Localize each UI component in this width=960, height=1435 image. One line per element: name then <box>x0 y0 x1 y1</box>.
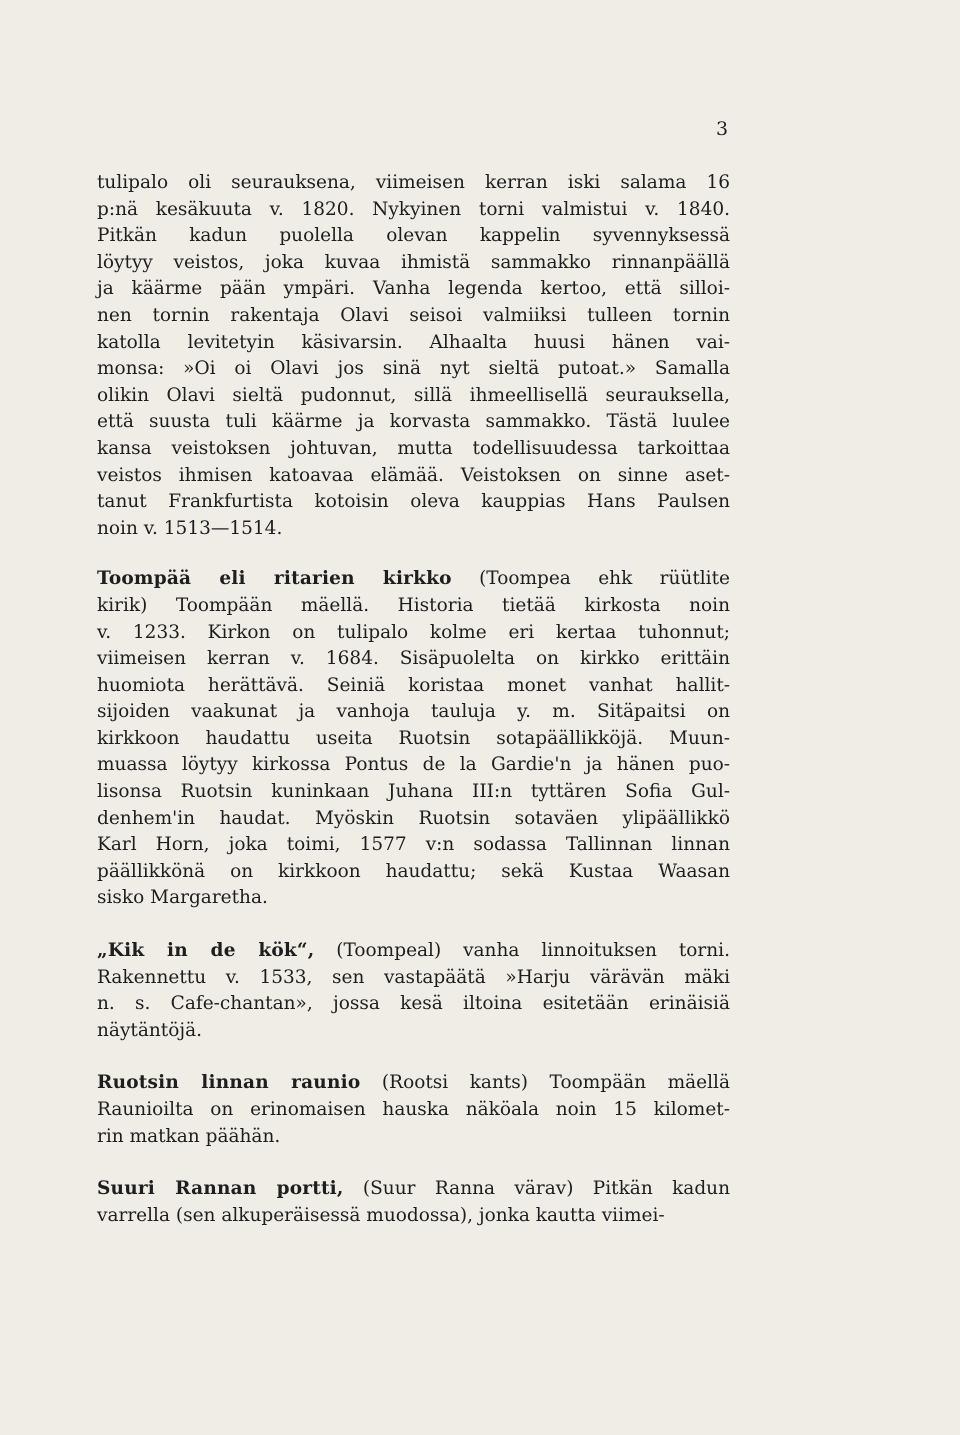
text-line: Rakennettu v. 1533, sen vastapäätä »Harju värävän mäki <box>97 966 730 988</box>
text-line: päällikkönä on kirkkoon haudattu; sekä Kustaa Waasan <box>97 860 730 882</box>
text-line: n. s. Cafe-chantan», jossa kesä iltoina esitetään erinäisiä <box>97 993 730 1015</box>
section-heading-castle-ruin: Ruotsin linnan raunio <box>97 1072 361 1094</box>
heading-line-rest: (Rootsi kants) Toompään mäellä <box>360 1072 730 1094</box>
text-line: huomiota herättävä. Seiniä koristaa monet vanhat hallit- <box>97 674 730 696</box>
text-line: kansa veistoksen johtuvan, mutta todellisuudessa tarkoittaa <box>97 437 730 459</box>
text-line: denhem'in haudat. Myöskin Ruotsin sotaväen ylipäällikkö <box>97 807 730 829</box>
text-line: nen tornin rakentaja Olavi seisoi valmiiksi tulleen tornin <box>97 304 730 326</box>
text-line: löytyy veistos, joka kuvaa ihmistä sammakko rinnanpäällä <box>97 251 730 273</box>
text-line: kirik) Toompään mäellä. Historia tietää kirkosta noin <box>97 594 730 616</box>
text-line: p:nä kesäkuuta v. 1820. Nykyinen torni valmistui v. 1840. <box>97 198 730 220</box>
text-line: muassa löytyy kirkossa Pontus de la Gardie'n ja hänen puo- <box>97 754 730 776</box>
text-line: sisko Margaretha. <box>97 887 268 909</box>
text-line <box>97 1070 730 1097</box>
heading-line-rest: (Suur Ranna värav) Pitkän kadun <box>343 1178 730 1200</box>
section-heading-great-coastal-gate: Suuri Rannan portti, <box>97 1178 344 1200</box>
text-line: Raunioilta on erinomaisen hauska näköala noin 15 kilomet- <box>97 1099 730 1120</box>
text-line: olikin Olavi sieltä pudonnut, sillä ihmeellisellä seurauksella, <box>97 384 730 406</box>
text-line: noin v. 1513—1514. <box>97 517 283 539</box>
page-body <box>97 170 730 1255</box>
text-line: veistos ihmisen katoavaa elämää. Veistoksen on sinne aset- <box>97 464 730 486</box>
text-line: viimeisen kerran v. 1684. Sisäpuolelta on kirkko erittäin <box>97 648 730 670</box>
text-line: katolla levitetyin käsivarsin. Alhaalta huusi hänen vai- <box>97 331 730 353</box>
paragraph-tower-legend <box>97 170 730 542</box>
text-line: ja käärme pään ympäri. Vanha legenda kertoo, että silloi- <box>97 278 730 300</box>
text-line: rin matkan päähän. <box>97 1125 281 1147</box>
paragraph-toompaa-church <box>97 566 730 912</box>
text-line: sijoiden vaakunat ja vanhoja tauluja y. m. Sitäpaitsi on <box>97 701 730 723</box>
text-line: monsa: »Oi oi Olavi jos sinä nyt sieltä putoat.» Samalla <box>97 358 730 380</box>
heading-line-rest: (Toompeal) vanha linnoituksen torni. <box>314 940 730 962</box>
text-line: varrella (sen alkuperäisessä muodossa), jonka kautta viimei- <box>97 1204 665 1226</box>
text-line: näytäntöjä. <box>97 1019 202 1041</box>
text-line: Karl Horn, joka toimi, 1577 v:n sodassa Tallinnan linnan <box>97 834 730 856</box>
text-line <box>97 1176 730 1203</box>
paragraph-kik-in-de-kok <box>97 938 730 1044</box>
section-heading-toompaa-church: Toompää eli ritarien kirkko <box>97 568 452 590</box>
section-heading-kik-in-de-kok: „Kik in de kök“, <box>97 940 315 962</box>
text-line: tulipalo oli seurauksena, viimeisen kerran iski salama 16 <box>97 172 730 193</box>
paragraph-great-coastal-gate <box>97 1176 730 1229</box>
page-number: 3 <box>716 118 729 140</box>
text-line: tanut Frankfurtista kotoisin oleva kauppias Hans Paulsen <box>97 491 730 513</box>
text-line: kirkkoon haudattu useita Ruotsin sotapäällikköjä. Muun- <box>97 727 730 749</box>
text-line: Pitkän kadun puolella olevan kappelin syvennyksessä <box>97 225 730 247</box>
paragraph-castle-ruin <box>97 1070 730 1150</box>
text-line: v. 1233. Kirkon on tulipalo kolme eri kertaa tuhonnut; <box>97 621 730 643</box>
text-line <box>97 938 730 965</box>
text-line: että suusta tuli käärme ja korvasta sammakko. Tästä luulee <box>97 411 730 433</box>
text-line: lisonsa Ruotsin kuninkaan Juhana III:n tyttären Sofia Gul- <box>97 781 730 803</box>
heading-line-rest: (Toompea ehk rüütlite <box>451 568 730 590</box>
text-line <box>97 566 730 593</box>
